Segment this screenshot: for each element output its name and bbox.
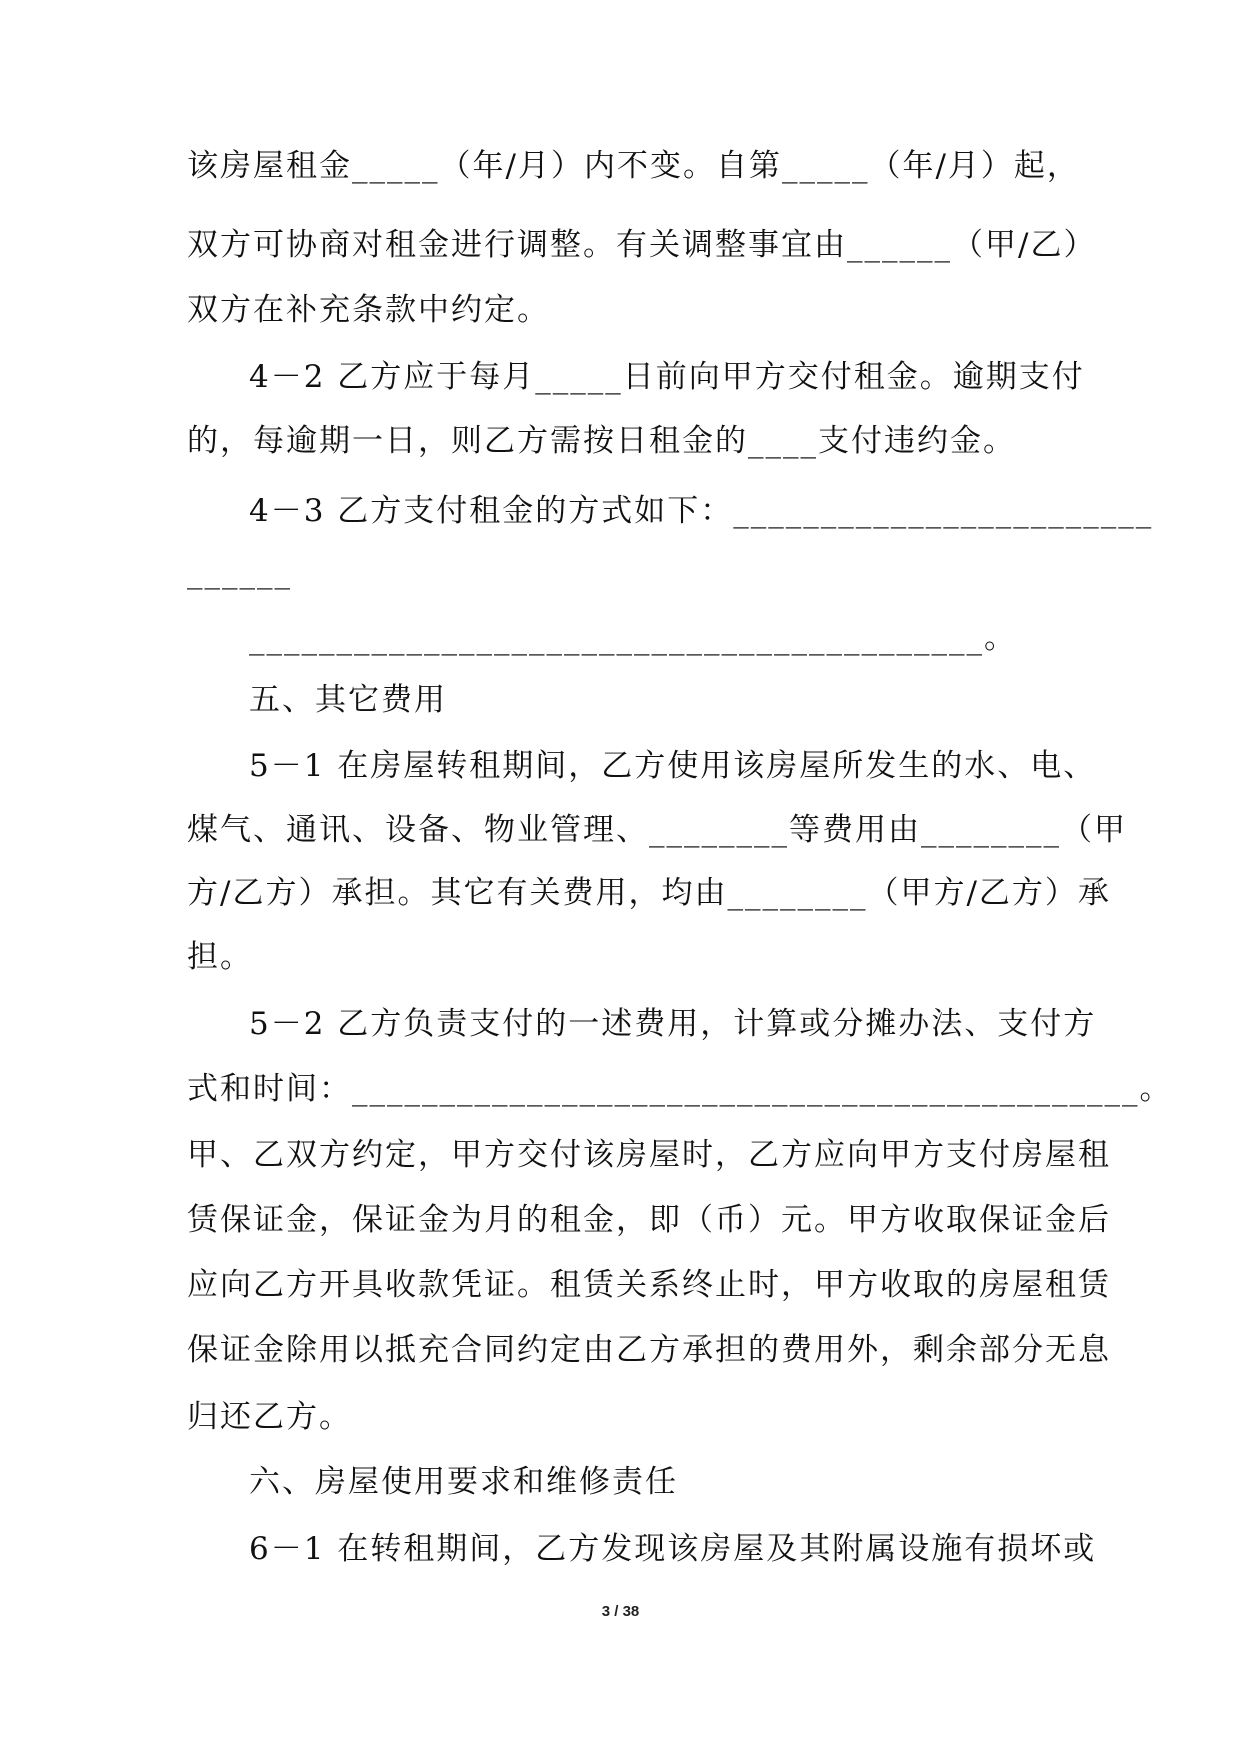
page-number: 3 / 38 — [601, 1603, 640, 1620]
text-line: 赁保证金，保证金为月的租金，即（币）元。甲方收取保证金后 — [187, 1202, 1111, 1238]
text-line: 6－1 在转租期间，乙方发现该房屋及其附属设施有损坏或 — [249, 1531, 1097, 1567]
text-line: 双方在补充条款中约定。 — [187, 292, 550, 328]
text-line: 双方可协商对租金进行调整。有关调整事宜由______（甲/乙） — [187, 227, 1097, 263]
text-line: __________________________________________。 — [249, 620, 1017, 656]
text-line: 归还乙方。 — [187, 1399, 352, 1435]
text-line: 保证金除用以抵充合同约定由乙方承担的费用外，剩余部分无息 — [187, 1332, 1111, 1368]
text-line: 5－1 在房屋转租期间，乙方使用该房屋所发生的水、电、 — [249, 748, 1097, 784]
text-line: 煤气、通讯、设备、物业管理、________等费用由________（甲 — [187, 812, 1127, 848]
section-heading: 五、其它费用 — [249, 682, 447, 718]
text-line: 的，每逾期一日，则乙方需按日租金的____支付违约金。 — [187, 423, 1016, 459]
text-line: 4－3 乙方支付租金的方式如下：________________________ — [249, 493, 1154, 529]
section-heading: 六、房屋使用要求和维修责任 — [249, 1464, 678, 1500]
text-line: 甲、乙双方约定，甲方交付该房屋时，乙方应向甲方支付房屋租 — [187, 1137, 1111, 1173]
text-line: 方/乙方）承担。其它有关费用，均由________（甲方/乙方）承 — [187, 875, 1111, 911]
text-line: 式和时间：_____________________________________________。 — [187, 1071, 1173, 1107]
text-line: 担。 — [187, 939, 253, 975]
text-line: 4－2 乙方应于每月_____日前向甲方交付租金。逾期支付 — [249, 359, 1085, 395]
text-line: 5－2 乙方负责支付的一述费用，计算或分摊办法、支付方 — [249, 1006, 1097, 1042]
text-line: 该房屋租金_____（年/月）内不变。自第_____（年/月）起， — [187, 148, 1080, 184]
text-line: ______ — [187, 554, 292, 590]
text-line: 应向乙方开具收款凭证。租赁关系终止时，甲方收取的房屋租赁 — [187, 1267, 1111, 1303]
